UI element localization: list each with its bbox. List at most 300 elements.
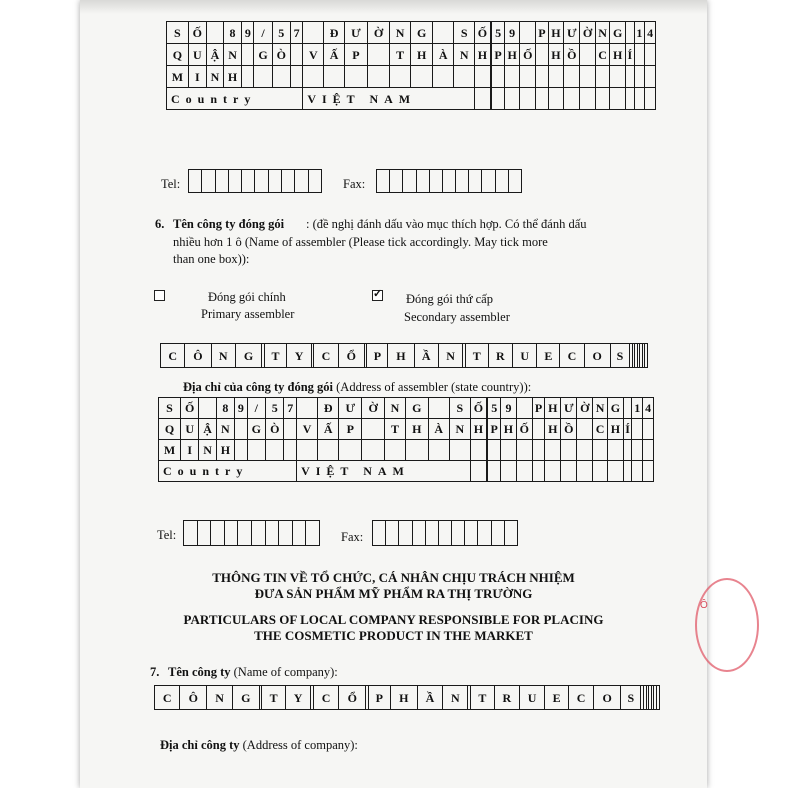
grid-cell: Ồ bbox=[561, 419, 577, 440]
grid-cell bbox=[488, 461, 501, 482]
grid-cell: Í bbox=[626, 44, 635, 66]
grid-cell: S bbox=[610, 344, 629, 368]
digit-cell[interactable] bbox=[495, 170, 508, 193]
digit-cell[interactable] bbox=[373, 521, 386, 546]
grid-cell: Ư bbox=[339, 398, 362, 419]
grid-cell: 1 bbox=[634, 22, 645, 44]
grid-cell bbox=[595, 88, 610, 110]
grid-cell: E bbox=[545, 686, 569, 710]
grid-cell: H bbox=[545, 398, 561, 419]
grid-cell bbox=[475, 88, 491, 110]
grid-cell bbox=[577, 440, 593, 461]
grid-cell bbox=[634, 66, 645, 88]
grid-cell bbox=[516, 440, 532, 461]
grid-cell bbox=[634, 88, 645, 110]
grid-cell bbox=[449, 440, 470, 461]
grid-cell: T bbox=[465, 344, 488, 368]
grid-cell bbox=[626, 22, 635, 44]
fax-label-2: Fax: bbox=[341, 530, 364, 544]
assembler-company-grid bbox=[160, 343, 648, 368]
grid-cell: G bbox=[254, 44, 272, 66]
digit-cell[interactable] bbox=[482, 170, 495, 193]
grid-cell bbox=[532, 419, 545, 440]
grid-cell bbox=[290, 66, 302, 88]
grid-cell: N bbox=[384, 398, 405, 419]
top-address-grid bbox=[166, 21, 656, 110]
company-address-label: Địa chỉ công ty (Address of company): bbox=[160, 738, 358, 752]
grid-cell: Ô bbox=[185, 344, 211, 368]
grid-cell: H bbox=[607, 419, 623, 440]
grid-cell bbox=[475, 66, 491, 88]
grid-cell: T bbox=[390, 44, 411, 66]
grid-cell bbox=[564, 66, 580, 88]
grid-cell bbox=[623, 440, 632, 461]
grid-cell bbox=[634, 44, 645, 66]
heading-vi-line2: ĐƯA SẢN PHẨM MỸ PHẨM RA THỊ TRƯỜNG bbox=[254, 586, 533, 601]
grid-cell bbox=[390, 66, 411, 88]
section7-title-line: Tên công ty (Name of company): bbox=[168, 665, 338, 679]
digit-cell[interactable] bbox=[189, 170, 202, 193]
grid-cell: V bbox=[303, 44, 324, 66]
scan-shadow bbox=[80, 0, 707, 14]
grid-cell: T bbox=[262, 686, 286, 710]
grid-cell: Y bbox=[285, 686, 310, 710]
grid-cell: Ấ bbox=[318, 419, 339, 440]
grid-cell bbox=[607, 440, 623, 461]
grid-cell: G bbox=[411, 22, 433, 44]
grid-cell: U bbox=[519, 686, 544, 710]
grid-cell: Ố bbox=[188, 22, 206, 44]
grid-cell bbox=[488, 440, 501, 461]
grid-cell: 9 bbox=[235, 398, 247, 419]
section6-number: 6. bbox=[155, 217, 165, 231]
heading-vi-line1: THÔNG TIN VỀ TỔ CHỨC, CÁ NHÂN CHỊU TRÁCH NHIỆM bbox=[212, 570, 575, 585]
grid-cell bbox=[545, 440, 561, 461]
grid-cell: U bbox=[180, 419, 198, 440]
digit-cell[interactable] bbox=[478, 521, 491, 546]
grid-cell bbox=[561, 440, 577, 461]
grid-cell: Í bbox=[623, 419, 632, 440]
grid-cell: Ổ bbox=[339, 686, 366, 710]
grid-cell: C bbox=[568, 686, 593, 710]
grid-cell bbox=[643, 461, 654, 482]
grid-cell: Ò bbox=[272, 44, 290, 66]
grid-cell bbox=[284, 419, 297, 440]
grid-cell: I bbox=[180, 440, 198, 461]
grid-cell bbox=[520, 66, 536, 88]
grid-cell: Ậ bbox=[199, 419, 216, 440]
digit-cell[interactable] bbox=[184, 521, 198, 546]
grid-cell: Ầ bbox=[414, 344, 438, 368]
grid-cell bbox=[433, 22, 454, 44]
grid-cell: H bbox=[475, 44, 491, 66]
section7-number: 7. bbox=[150, 665, 160, 679]
primary-assembler-checkbox[interactable] bbox=[154, 290, 165, 301]
digit-cell[interactable] bbox=[412, 521, 425, 546]
primary-assembler-vi: Đóng gói chính bbox=[208, 290, 286, 304]
grid-cell: C bbox=[593, 419, 608, 440]
grid-cell: P bbox=[345, 44, 368, 66]
digit-cell[interactable] bbox=[416, 170, 429, 193]
grid-cell bbox=[504, 66, 520, 88]
grid-cell bbox=[235, 419, 247, 440]
grid-cell bbox=[199, 398, 216, 419]
grid-cell: M bbox=[167, 66, 189, 88]
grid-cell: S bbox=[454, 22, 475, 44]
grid-cell: S bbox=[167, 22, 189, 44]
grid-cell bbox=[247, 440, 265, 461]
tel-label-2: Tel: bbox=[157, 528, 177, 542]
grid-cell bbox=[254, 66, 272, 88]
grid-cell: Ấ bbox=[324, 44, 345, 66]
tel-label-1: Tel: bbox=[161, 177, 181, 191]
grid-cell bbox=[577, 461, 593, 482]
grid-cell: N bbox=[206, 66, 223, 88]
grid-cell: C bbox=[161, 344, 185, 368]
grid-cell: E bbox=[537, 344, 560, 368]
grid-cell bbox=[516, 398, 532, 419]
digit-cell[interactable] bbox=[295, 170, 308, 193]
grid-cell bbox=[516, 461, 532, 482]
grid-cell bbox=[454, 66, 475, 88]
grid-cell: R bbox=[488, 344, 512, 368]
grid-cell bbox=[303, 22, 324, 44]
grid-cell: H bbox=[501, 419, 517, 440]
grid-cell bbox=[564, 88, 580, 110]
country-label: Country bbox=[167, 88, 303, 110]
grid-cell bbox=[520, 22, 536, 44]
digit-cell[interactable] bbox=[228, 170, 241, 193]
grid-cell: Ờ bbox=[367, 22, 389, 44]
grid-cell: C bbox=[560, 344, 584, 368]
grid-cell: Ờ bbox=[577, 398, 593, 419]
grid-cell bbox=[548, 66, 564, 88]
digit-cell[interactable] bbox=[215, 170, 228, 193]
heading-en-line2: THE COSMETIC PRODUCT IN THE MARKET bbox=[254, 628, 533, 643]
grid-cell bbox=[362, 440, 385, 461]
grid-cell bbox=[266, 440, 284, 461]
grid-cell: H bbox=[388, 344, 414, 368]
grid-cell: Ò bbox=[266, 419, 284, 440]
grid-cell: Ư bbox=[345, 22, 368, 44]
grid-cell: Ậ bbox=[206, 44, 223, 66]
grid-cell: P bbox=[488, 419, 501, 440]
grid-cell: N bbox=[443, 686, 468, 710]
grid-cell: N bbox=[593, 398, 608, 419]
grid-cell: G bbox=[406, 398, 429, 419]
grid-cell: C bbox=[313, 686, 338, 710]
fax-input-1[interactable] bbox=[376, 169, 522, 193]
grid-cell: Ổ bbox=[338, 344, 364, 368]
grid-cell: O bbox=[594, 686, 621, 710]
grid-cell bbox=[411, 66, 433, 88]
digit-cell[interactable] bbox=[197, 521, 211, 546]
grid-cell: H bbox=[548, 44, 564, 66]
heading-en-line1: PARTICULARS OF LOCAL COMPANY RESPONSIBLE FOR PLACING bbox=[183, 612, 604, 627]
grid-cell: 7 bbox=[290, 22, 302, 44]
country-label: Country bbox=[159, 461, 297, 482]
grid-cell: Ầ bbox=[417, 686, 442, 710]
grid-cell bbox=[242, 44, 254, 66]
grid-cell: Q bbox=[159, 419, 181, 440]
section6-text-b: nhiều hơn 1 ô (Name of assembler (Please tick accordingly. May tick more bbox=[173, 235, 548, 249]
grid-cell bbox=[632, 461, 643, 482]
grid-cell bbox=[367, 44, 389, 66]
grid-cell: N bbox=[454, 44, 475, 66]
grid-cell: G bbox=[232, 686, 259, 710]
grid-cell bbox=[607, 461, 623, 482]
grid-cell: C bbox=[155, 686, 180, 710]
grid-cell: H bbox=[390, 686, 417, 710]
grid-cell bbox=[610, 88, 626, 110]
grid-cell: H bbox=[411, 44, 433, 66]
grid-cell bbox=[384, 440, 405, 461]
grid-cell: S bbox=[159, 398, 181, 419]
grid-cell: Đ bbox=[324, 22, 345, 44]
grid-cell: À bbox=[428, 419, 449, 440]
grid-cell bbox=[623, 398, 632, 419]
grid-cell: T bbox=[471, 686, 495, 710]
grid-cell bbox=[303, 66, 324, 88]
grid-cell bbox=[297, 398, 318, 419]
grid-cell: U bbox=[188, 44, 206, 66]
digit-cell[interactable] bbox=[265, 521, 279, 546]
grid-cell bbox=[501, 440, 517, 461]
digit-cell[interactable] bbox=[238, 521, 252, 546]
grid-cell bbox=[428, 440, 449, 461]
grid-cell bbox=[492, 66, 505, 88]
grid-cell: N bbox=[199, 440, 216, 461]
grid-cell bbox=[657, 686, 660, 710]
digit-cell[interactable] bbox=[504, 521, 517, 546]
grid-cell: H bbox=[223, 66, 241, 88]
grid-cell bbox=[272, 66, 290, 88]
digit-cell[interactable] bbox=[268, 170, 281, 193]
grid-cell bbox=[520, 88, 536, 110]
grid-cell: N bbox=[211, 344, 235, 368]
digit-cell[interactable] bbox=[255, 170, 268, 193]
digit-cell[interactable] bbox=[456, 170, 469, 193]
grid-cell: S bbox=[621, 686, 641, 710]
secondary-assembler-checkbox[interactable] bbox=[372, 290, 383, 301]
grid-cell bbox=[577, 419, 593, 440]
grid-cell bbox=[645, 44, 656, 66]
grid-cell: Ố bbox=[516, 419, 532, 440]
grid-cell bbox=[561, 461, 577, 482]
grid-cell bbox=[580, 88, 596, 110]
grid-cell bbox=[626, 88, 635, 110]
grid-cell: N bbox=[595, 22, 610, 44]
grid-cell: Ô bbox=[180, 686, 207, 710]
grid-cell: H bbox=[610, 44, 626, 66]
grid-cell: 4 bbox=[645, 22, 656, 44]
digit-cell[interactable] bbox=[202, 170, 215, 193]
grid-cell: H bbox=[406, 419, 429, 440]
grid-cell bbox=[470, 461, 486, 482]
grid-cell bbox=[532, 440, 545, 461]
digit-cell[interactable] bbox=[251, 521, 265, 546]
grid-cell: G bbox=[235, 344, 261, 368]
grid-cell: H bbox=[216, 440, 234, 461]
grid-cell bbox=[284, 440, 297, 461]
grid-cell bbox=[610, 66, 626, 88]
grid-cell: 9 bbox=[504, 22, 520, 44]
grid-cell: G bbox=[610, 22, 626, 44]
grid-cell bbox=[290, 44, 302, 66]
grid-cell bbox=[536, 88, 549, 110]
section6-text-c: than one box)): bbox=[173, 252, 250, 266]
grid-cell: Đ bbox=[318, 398, 339, 419]
grid-cell: T bbox=[384, 419, 405, 440]
grid-cell bbox=[470, 440, 486, 461]
grid-cell bbox=[645, 66, 656, 88]
country-value: VIỆT NAM bbox=[297, 461, 471, 482]
grid-cell: P bbox=[492, 44, 505, 66]
grid-cell bbox=[206, 22, 223, 44]
grid-cell: / bbox=[254, 22, 272, 44]
grid-cell: 7 bbox=[284, 398, 297, 419]
grid-cell bbox=[318, 440, 339, 461]
grid-cell: N bbox=[438, 344, 462, 368]
grid-cell: 8 bbox=[216, 398, 234, 419]
grid-cell bbox=[580, 66, 596, 88]
grid-cell: P bbox=[339, 419, 362, 440]
fax-label-1: Fax: bbox=[343, 177, 366, 191]
grid-cell bbox=[242, 66, 254, 88]
grid-cell bbox=[492, 88, 505, 110]
assembler-address-grid bbox=[158, 397, 654, 482]
digit-cell[interactable] bbox=[242, 170, 255, 193]
grid-cell: Y bbox=[287, 344, 311, 368]
grid-cell bbox=[545, 461, 561, 482]
secondary-assembler-en: Secondary assembler bbox=[404, 310, 510, 324]
secondary-assembler-vi: Đóng gói thứ cấp bbox=[406, 292, 493, 306]
grid-cell: Ố bbox=[475, 22, 491, 44]
grid-cell bbox=[367, 66, 389, 88]
grid-cell bbox=[532, 461, 545, 482]
fax-input-2[interactable] bbox=[372, 520, 518, 546]
grid-cell: H bbox=[548, 22, 564, 44]
grid-cell: N bbox=[207, 686, 232, 710]
grid-cell: / bbox=[247, 398, 265, 419]
grid-cell bbox=[297, 440, 318, 461]
grid-cell: P bbox=[368, 686, 390, 710]
grid-cell: O bbox=[584, 344, 610, 368]
grid-cell bbox=[595, 66, 610, 88]
grid-cell bbox=[643, 440, 654, 461]
grid-cell bbox=[632, 440, 643, 461]
grid-cell bbox=[339, 440, 362, 461]
grid-cell: I bbox=[188, 66, 206, 88]
grid-cell bbox=[593, 440, 608, 461]
digit-cell[interactable] bbox=[292, 521, 306, 546]
digit-cell[interactable] bbox=[308, 170, 321, 193]
grid-cell: H bbox=[545, 419, 561, 440]
tel-input-2[interactable] bbox=[183, 520, 320, 546]
grid-cell bbox=[632, 419, 643, 440]
grid-cell bbox=[593, 461, 608, 482]
grid-cell: 8 bbox=[223, 22, 241, 44]
grid-cell: 4 bbox=[643, 398, 654, 419]
grid-cell bbox=[626, 66, 635, 88]
grid-cell: P bbox=[367, 344, 388, 368]
grid-cell: 5 bbox=[492, 22, 505, 44]
grid-cell: 5 bbox=[488, 398, 501, 419]
digit-cell[interactable] bbox=[403, 170, 416, 193]
grid-cell: 9 bbox=[501, 398, 517, 419]
grid-cell: 5 bbox=[272, 22, 290, 44]
grid-cell bbox=[643, 419, 654, 440]
digit-cell[interactable] bbox=[442, 170, 455, 193]
digit-cell[interactable] bbox=[465, 521, 478, 546]
grid-cell bbox=[536, 44, 549, 66]
digit-cell[interactable] bbox=[429, 170, 442, 193]
grid-cell: 9 bbox=[242, 22, 254, 44]
grid-cell: Ồ bbox=[564, 44, 580, 66]
grid-cell bbox=[501, 461, 517, 482]
document-page bbox=[80, 0, 707, 788]
digit-cell[interactable] bbox=[469, 170, 482, 193]
grid-cell: Ư bbox=[561, 398, 577, 419]
grid-cell: C bbox=[314, 344, 338, 368]
section6-title: Tên công ty đóng gói bbox=[173, 217, 285, 231]
digit-cell[interactable] bbox=[306, 521, 320, 546]
grid-cell bbox=[345, 66, 368, 88]
grid-cell: R bbox=[494, 686, 519, 710]
grid-cell: G bbox=[607, 398, 623, 419]
assembler-address-label: Địa chỉ của công ty đóng gói (Address of assembler (state country)): bbox=[183, 380, 532, 394]
grid-cell bbox=[645, 344, 648, 368]
grid-cell bbox=[362, 419, 385, 440]
digit-cell[interactable] bbox=[438, 521, 451, 546]
grid-cell: H bbox=[504, 44, 520, 66]
grid-cell bbox=[504, 88, 520, 110]
digit-cell[interactable] bbox=[282, 170, 295, 193]
grid-cell bbox=[324, 66, 345, 88]
grid-cell: Q bbox=[167, 44, 189, 66]
grid-cell: Ư bbox=[564, 22, 580, 44]
digit-cell[interactable] bbox=[279, 521, 293, 546]
grid-cell: Ờ bbox=[580, 22, 596, 44]
grid-cell: 5 bbox=[266, 398, 284, 419]
grid-cell bbox=[428, 398, 449, 419]
primary-assembler-en: Primary assembler bbox=[201, 307, 295, 321]
stamp-text: Ô bbox=[700, 600, 709, 611]
digit-cell[interactable] bbox=[377, 170, 390, 193]
digit-cell[interactable] bbox=[211, 521, 225, 546]
digit-cell[interactable] bbox=[399, 521, 412, 546]
digit-cell[interactable] bbox=[508, 170, 521, 193]
grid-cell: 1 bbox=[632, 398, 643, 419]
digit-cell[interactable] bbox=[386, 521, 399, 546]
tel-input-1[interactable] bbox=[188, 169, 322, 193]
digit-cell[interactable] bbox=[425, 521, 438, 546]
digit-cell[interactable] bbox=[452, 521, 465, 546]
digit-cell[interactable] bbox=[390, 170, 403, 193]
digit-cell[interactable] bbox=[491, 521, 504, 546]
section6-text-a: : (đề nghị đánh dấu vào mục thích hợp. Có thể đánh dấu bbox=[306, 217, 587, 231]
country-value: VIỆT NAM bbox=[303, 88, 475, 110]
grid-cell: À bbox=[433, 44, 454, 66]
grid-cell: S bbox=[449, 398, 470, 419]
grid-cell bbox=[623, 461, 632, 482]
digit-cell[interactable] bbox=[224, 521, 238, 546]
grid-cell bbox=[536, 66, 549, 88]
grid-cell: P bbox=[536, 22, 549, 44]
grid-cell bbox=[548, 88, 564, 110]
grid-cell: T bbox=[264, 344, 287, 368]
grid-cell: C bbox=[595, 44, 610, 66]
